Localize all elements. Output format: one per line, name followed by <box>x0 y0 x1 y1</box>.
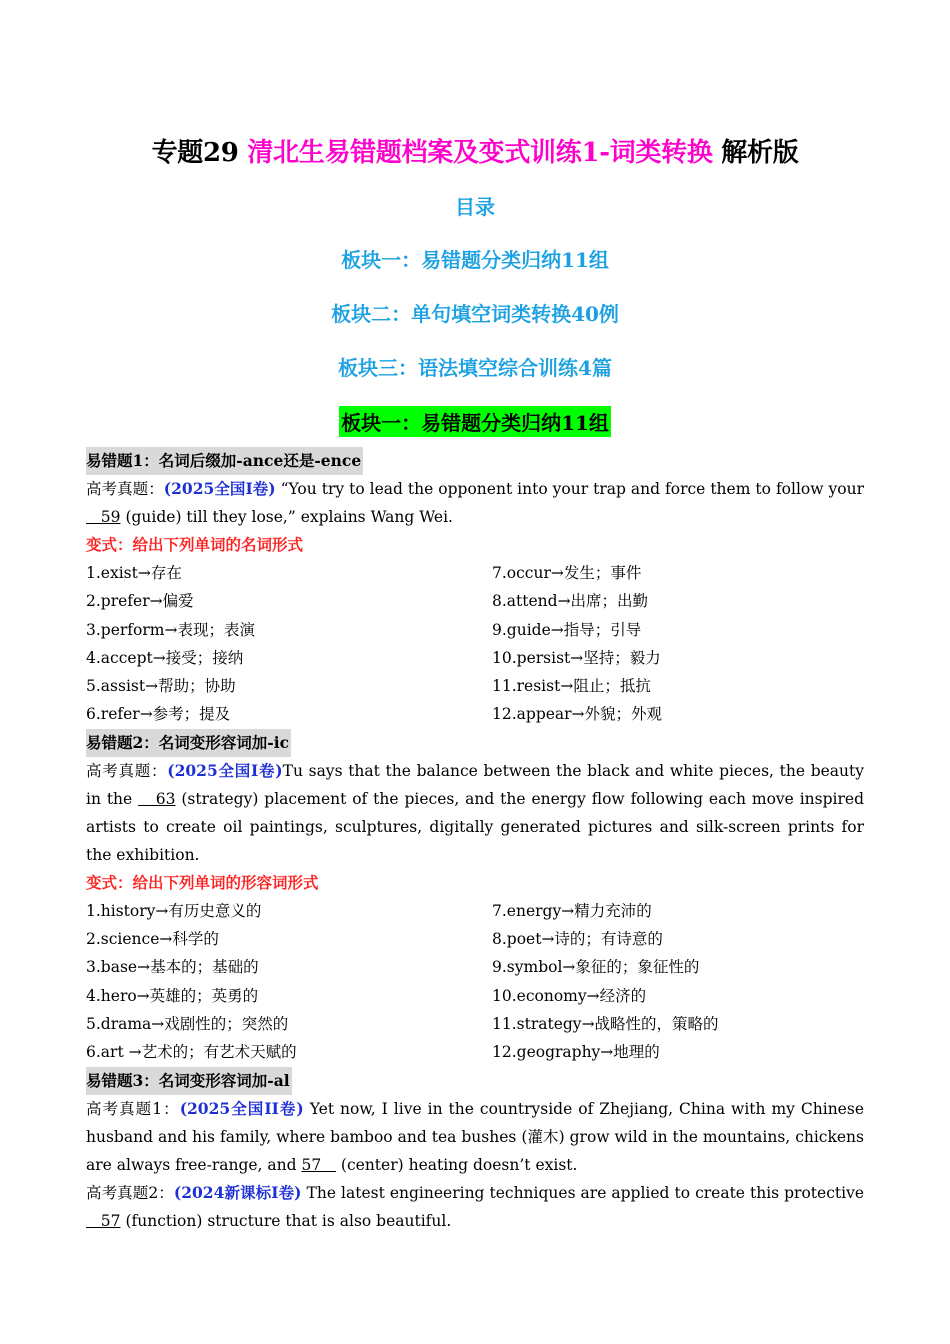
list-item: 5.assist→帮助；协助 <box>86 677 236 696</box>
list-item: 4.hero→英雄的；英勇的 <box>86 986 259 1005</box>
question-source: (2025全国I卷) <box>163 479 276 498</box>
exercise-2-heading: 易错题2：名词变形容词加-ic <box>86 729 291 757</box>
title-highlight: 清北生易错题档案及变式训练1-词类转换 <box>247 138 713 168</box>
question-source: (2024新课标I卷) <box>173 1182 302 1202</box>
list-item: 8.attend→出席；出勤 <box>492 592 649 611</box>
list-item: 11.strategy→战略性的，策略的 <box>492 1014 719 1033</box>
exercise-3-question-2 <box>86 1179 864 1235</box>
answer-blank: 57 <box>86 1211 121 1230</box>
exercise-1-variant: 变式：给出下列单词的名词形式 <box>86 535 304 554</box>
toc-item-1[interactable]: 板块一：易错题分类归纳11组 <box>341 248 609 272</box>
list-item: 7.energy→精力充沛的 <box>492 901 652 920</box>
list-item: 2.prefer→偏爱 <box>86 592 194 611</box>
question-source: (2025全国I卷) <box>167 760 283 780</box>
list-item: 8.poet→诗的；有诗意的 <box>492 930 663 949</box>
question-text-after: (guide) till they lose,” explains Wang Wei. <box>120 508 453 526</box>
toc-item-3[interactable]: 板块三：语法填空综合训练4篇 <box>338 356 612 380</box>
exercise-2-variant: 变式：给出下列单词的形容词形式 <box>86 872 319 892</box>
answer-blank: 57 <box>301 1155 336 1174</box>
question-text-before: The latest engineering techniques are applied to create this protective <box>301 1183 864 1202</box>
list-item: 1.history→有历史意义的 <box>86 901 262 920</box>
question-source: (2025全国II卷) <box>179 1098 304 1118</box>
question-text-before: Tu says that the balance between the black and white pieces, the beauty in the <box>86 761 864 808</box>
list-item: 6.refer→参考；提及 <box>86 705 231 724</box>
list-item: 10.economy→经济的 <box>492 986 647 1005</box>
exercise-2 <box>86 729 864 1067</box>
title-prefix: 专题29 <box>151 138 239 168</box>
answer-blank: 63 <box>138 789 176 808</box>
list-item: 11.resist→阻止；抵抗 <box>492 677 651 696</box>
list-item: 3.perform→表现；表演 <box>86 620 255 639</box>
list-item: 5.drama→戏剧性的；突然的 <box>86 1014 289 1033</box>
exercise-2-question <box>86 757 864 869</box>
section-banner: 板块一：易错题分类归纳11组 <box>339 406 611 437</box>
list-item: 12.appear→外貌；外观 <box>492 705 663 724</box>
title-suffix: 解析版 <box>721 138 799 168</box>
list-item: 1.exist→存在 <box>86 564 182 582</box>
question-text-after: (strategy) placement of the pieces, and the energy flow following each move inspired artists to create oil paintings, sculptures, digitally generated pictures and silk-screen prints for the exhibition. <box>86 789 864 864</box>
exercise-1-question <box>86 475 864 531</box>
list-item: 10.persist→坚持；毅力 <box>492 648 661 667</box>
question-text-after: (center) heating doesn’t exist. <box>336 1155 578 1174</box>
toc-item-2[interactable]: 板块二：单句填空词类转换40例 <box>331 302 619 326</box>
question-label: 高考真题： <box>86 480 164 498</box>
exercise-3 <box>86 1067 864 1235</box>
question-label: 高考真题： <box>86 761 168 780</box>
list-item: 3.base→基本的；基础的 <box>86 958 259 977</box>
answer-blank: 59 <box>86 508 121 526</box>
list-item: 12.geography→地理的 <box>492 1043 660 1062</box>
exercise-1-word-list <box>86 559 864 729</box>
list-item: 2.science→科学的 <box>86 930 219 949</box>
list-item: 6.art →艺术的；有艺术天赋的 <box>86 1043 297 1062</box>
list-item: 9.symbol→象征的；象征性的 <box>492 958 700 977</box>
exercise-1 <box>86 447 864 729</box>
question-label: 高考真题1： <box>86 1099 180 1118</box>
page-title <box>86 132 864 169</box>
toc-heading: 目录 <box>455 195 495 219</box>
exercise-2-word-list <box>86 897 864 1067</box>
exercise-3-heading: 易错题3：名词变形容词加-al <box>86 1067 292 1095</box>
list-item: 9.guide→指导；引导 <box>492 620 642 639</box>
document-page <box>86 128 864 1235</box>
question-text-before: “You try to lead the opponent into your trap and force them to follow your <box>275 480 864 498</box>
section-banner-wrap <box>86 406 864 437</box>
list-item: 7.occur→发生；事件 <box>492 564 642 582</box>
question-text-before: Yet now, I live in the countryside of Zhejiang, China with my Chinese husband and his family, where bamboo and tea bushes (灌木) grow wild in the mountains, chickens are always free-range, and <box>86 1099 864 1174</box>
question-label: 高考真题2： <box>86 1183 174 1202</box>
list-item: 4.accept→接受；接纳 <box>86 648 244 667</box>
question-text-after: (function) structure that is also beautiful. <box>120 1211 452 1230</box>
exercise-1-heading: 易错题1：名词后缀加-ance还是-ence <box>86 447 363 475</box>
exercise-3-question-1 <box>86 1095 864 1179</box>
